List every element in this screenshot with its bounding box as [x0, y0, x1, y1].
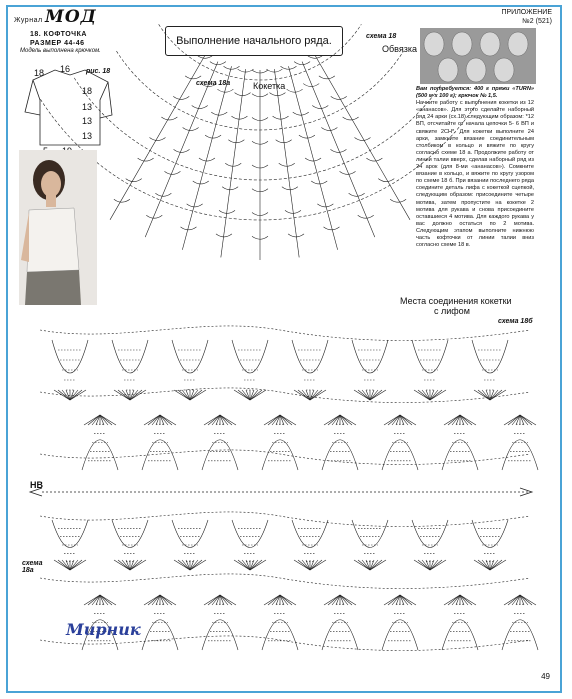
instructions-heading: Вам потребуется: — [416, 86, 472, 92]
scheme18a-label: схема 18а — [196, 80, 231, 87]
supplement-line2: №2 (521) — [522, 18, 552, 25]
starting-row-box — [165, 26, 343, 56]
instructions-body: Начните работу с выполнения кокетки из 12 «ананасов». Для этого сделайте наборный ряд 24 арки (сх.18) следующим образом: *12 ВП, отсчитайте от начала цепочки 5- 6 ВП и свяжите 2СН*. Для кокетки выполните 24 арки, замкните вязание соединительным столбиком в кольцо и вяжите по кругу согласно схеме 18 а. Продолжите работу от линии талии вверх, сделав наборный ряд из 24 арок (для 8-ми «ананасов»). Сомкните вязание в кольцо, и вяжите по кругу узором по схеме 18 б. При вязании последнего ряда соедините деталь лифа с кокеткой сцепкой, следующим образом: присоедините четыре мотива, затем пропустите на кокетке 2 мотива для рукава и снова присоедините оставшиеся 4 мотива. Для каждого рукава у вас должно остаться по 2 мотива. Следующим этапом выполните нижнюю часть кофточки от линии талии вниз согласно схеме 18 в. — [416, 100, 534, 249]
waist-line-label: НВ — [30, 480, 43, 490]
garment-sketch — [25, 70, 112, 145]
model-size: РАЗМЕР 44-46 — [30, 40, 85, 47]
model-title: 18. КОФТОЧКА — [30, 31, 87, 38]
page-number: 49 — [541, 672, 550, 681]
instructions-materials: 400 г пряжи «TURN» (500 м x 100 г); крючок № 1,5. — [416, 86, 534, 100]
join-label — [400, 296, 512, 316]
yoke-label: Кокетка — [253, 81, 286, 91]
model-subtitle: Модель выполнена крючком. — [20, 48, 101, 54]
supplement-line1: ПРИЛОЖЕНИЕ — [501, 9, 552, 16]
join-label-line1: Места соединения кокетки — [400, 296, 512, 306]
scheme18b-label: схема 18б — [498, 318, 533, 325]
model-photo — [19, 150, 97, 305]
stitch-swatch-photo — [420, 28, 536, 84]
supplement-info — [501, 8, 552, 26]
starting-row-title: Выполнение начального ряда. — [176, 35, 332, 47]
scheme18a-bottom-line1: схема — [22, 560, 43, 567]
yoke-diagram — [40, 24, 479, 260]
tie-label: Обвязка — [382, 44, 417, 54]
model-heading — [30, 30, 87, 48]
magazine-small-text: Журнал — [14, 17, 43, 24]
instructions-text — [416, 86, 534, 249]
join-label-line2: с лифом — [434, 306, 470, 316]
measure-right-1: 18 — [82, 86, 93, 96]
scheme18a-bottom-line2: 18а — [22, 567, 34, 574]
bodice-diagram — [40, 326, 538, 651]
scheme18a-bottom-label — [22, 560, 42, 574]
magazine-logo-text: МОД — [45, 7, 97, 27]
fig18-label: рис. 18 — [86, 68, 111, 75]
magazine-title — [14, 7, 97, 27]
scheme18-label: схема 18 — [366, 33, 397, 40]
measure-right-3: 13 — [82, 116, 93, 126]
measure-top-left: 18 — [34, 68, 45, 78]
author-signature: Мирник — [66, 620, 141, 639]
measure-right-4: 13 — [82, 131, 93, 141]
measure-right-2: 13 — [82, 102, 93, 112]
measure-top-mid: 16 — [60, 64, 71, 74]
